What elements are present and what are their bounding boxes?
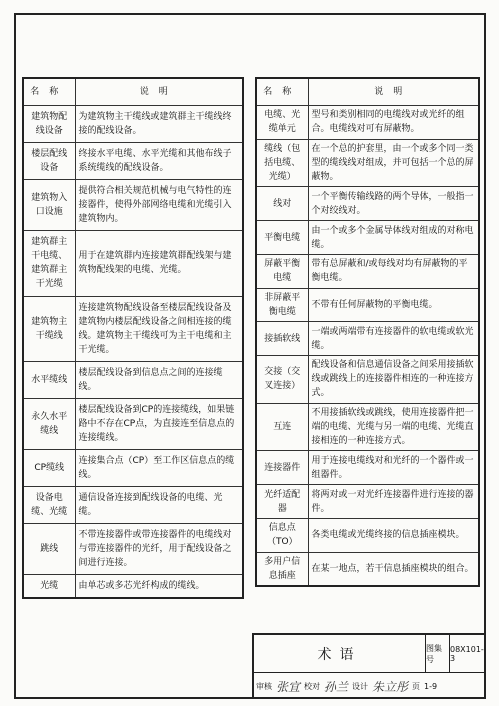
- term-description: 由单芯或多芯光纤构成的缆线。: [75, 575, 243, 599]
- term-name: 多用户信息插座: [256, 552, 308, 586]
- term-name: 跳线: [23, 524, 75, 575]
- term-name: 连接器件: [256, 451, 308, 485]
- title-block: [252, 633, 486, 699]
- term-name: 水平缆线: [23, 361, 75, 398]
- term-description: 配线设备和信息通信设备之间采用接插软线或跳线上的连接器件相连的一种连接方式。: [308, 356, 479, 404]
- term-name: CP缆线: [23, 449, 75, 486]
- term-description: 不带连接器件或带连接器件的电缆线对与带连接器件的光纤，用于配线设备之间进行连接。: [75, 524, 243, 575]
- term-description: 带有总屏蔽和/或每线对均有屏蔽物的平衡电缆。: [308, 254, 479, 288]
- term-row: [256, 518, 479, 552]
- header-name: 名称: [23, 78, 75, 106]
- atlas-label: 图集号: [426, 635, 450, 673]
- term-name: 建筑物入口设施: [23, 180, 75, 231]
- header-desc: 说明: [308, 78, 479, 106]
- term-name: 建筑群主干电缆、建筑群主干光缆: [23, 231, 75, 296]
- table-header: [256, 78, 479, 106]
- term-description: 提供符合相关规范机械与电气特性的连接器件，使得外部网络电缆和光缆引入建筑物内。: [75, 180, 243, 231]
- term-description: 通信设备连接到配线设备的电缆、光缆。: [75, 487, 243, 524]
- term-row: [256, 552, 479, 586]
- term-row: [256, 254, 479, 288]
- term-row: [23, 296, 243, 361]
- term-name: 接插软线: [256, 322, 308, 356]
- term-description: 一端或两端带有连接器件的软电缆或软光缆。: [308, 322, 479, 356]
- check-label: 校对: [304, 681, 321, 691]
- term-description: 型号和类别相同的电缆线对或光纤的组合。电缆线对可有屏蔽物。: [308, 106, 479, 140]
- sheet-title: 术语: [254, 635, 426, 673]
- term-description: 不带有任何屏蔽物的平衡电缆。: [308, 288, 479, 322]
- term-row: [256, 106, 479, 140]
- term-description: 楼层配线设备到信息点之间的连接缆线。: [75, 361, 243, 398]
- term-name: 缆线（包括电缆、光缆）: [256, 139, 308, 187]
- term-name: 互连: [256, 403, 308, 451]
- term-row: [23, 487, 243, 524]
- term-name: 线对: [256, 187, 308, 221]
- term-name: 光缆: [23, 575, 75, 599]
- design-signature: 朱立彤: [372, 679, 409, 694]
- term-description: 不用接插软线或跳线，使用连接器件把一端的电缆、光缆与另一端的电缆、光缆直接相连的一种连接方式。: [308, 403, 479, 451]
- term-row: [23, 449, 243, 486]
- term-row: [23, 231, 243, 296]
- term-name: 屏蔽平衡电缆: [256, 254, 308, 288]
- term-description: 连接建筑物配线设备至楼层配线设备及建筑物内楼层配线设备之间相连接的缆线。建筑物主干缆线可为主干电缆和主干光缆。: [75, 296, 243, 361]
- term-name: 建筑物配线设备: [23, 106, 75, 143]
- term-name: 光纤适配器: [256, 485, 308, 519]
- term-name: 信息点（TO）: [256, 518, 308, 552]
- table-header: [23, 78, 243, 106]
- term-description: 用于在建筑群内连接建筑群配线架与建筑物配线架的电缆、光缆。: [75, 231, 243, 296]
- term-row: [256, 322, 479, 356]
- term-row: [256, 403, 479, 451]
- review-label: 审核: [256, 681, 272, 691]
- term-name: 电缆、光缆单元: [256, 106, 308, 140]
- term-name: 平衡电缆: [256, 221, 308, 255]
- header-desc: 说明: [75, 78, 243, 106]
- design-label: 设计: [352, 681, 369, 691]
- term-description: 由一个或多个金属导体线对组成的对称电缆。: [308, 221, 479, 255]
- check-signature: 孙兰: [324, 679, 349, 694]
- atlas-number: 08X101-3: [450, 635, 486, 673]
- page-number: 1-9: [424, 681, 438, 691]
- term-name: 交接（交叉连接）: [256, 356, 308, 404]
- term-description: 在一个总的护套里，由一个或多个同一类型的缆线线对组成，并可包括一个总的屏蔽物。: [308, 139, 479, 187]
- term-row: [23, 575, 243, 599]
- term-name: 非屏蔽平衡电缆: [256, 288, 308, 322]
- header-name: 名称: [256, 78, 308, 106]
- term-row: [23, 398, 243, 449]
- term-name: 楼层配线设备: [23, 143, 75, 180]
- page-label: 页: [412, 681, 421, 691]
- review-signature: 张宜: [276, 679, 301, 694]
- term-row: [23, 180, 243, 231]
- term-description: 连接集合点（CP）至工作区信息点的缆线。: [75, 449, 243, 486]
- term-row: [256, 187, 479, 221]
- term-name: 设备电缆、光缆: [23, 487, 75, 524]
- term-row: [256, 451, 479, 485]
- term-description: 用于连接电缆线对和光纤的一个器件或一组器件。: [308, 451, 479, 485]
- term-description: 将两对或一对光纤连接器件进行连接的器件。: [308, 485, 479, 519]
- term-description: 在某一地点，若干信息插座模块的组合。: [308, 552, 479, 586]
- term-row: [23, 361, 243, 398]
- term-row: [256, 356, 479, 404]
- right-terms-table: [255, 77, 480, 587]
- term-name: 建筑物主干缆线: [23, 296, 75, 361]
- term-description: 楼层配线设备到CP的连接缆线，如果链路中不存在CP点，为直接连至信息点的连接缆线。: [75, 398, 243, 449]
- term-row: [256, 139, 479, 187]
- term-row: [23, 143, 243, 180]
- term-description: 终接水平电缆、水平光缆和其他布线子系统缆线的配线设备。: [75, 143, 243, 180]
- term-row: [23, 524, 243, 575]
- term-row: [256, 485, 479, 519]
- left-terms-table: [22, 77, 244, 599]
- term-row: [256, 288, 479, 322]
- term-row: [23, 106, 243, 143]
- term-description: 为建筑物主干缆线或建筑群主干缆线终接的配线设备。: [75, 106, 243, 143]
- term-row: [256, 221, 479, 255]
- term-name: 永久水平缆线: [23, 398, 75, 449]
- term-description: 各类电缆或光缆终接的信息插座模块。: [308, 518, 479, 552]
- signature-row: [254, 673, 486, 699]
- term-description: 一个平衡传输线路的两个导体，一般指一个对绞线对。: [308, 187, 479, 221]
